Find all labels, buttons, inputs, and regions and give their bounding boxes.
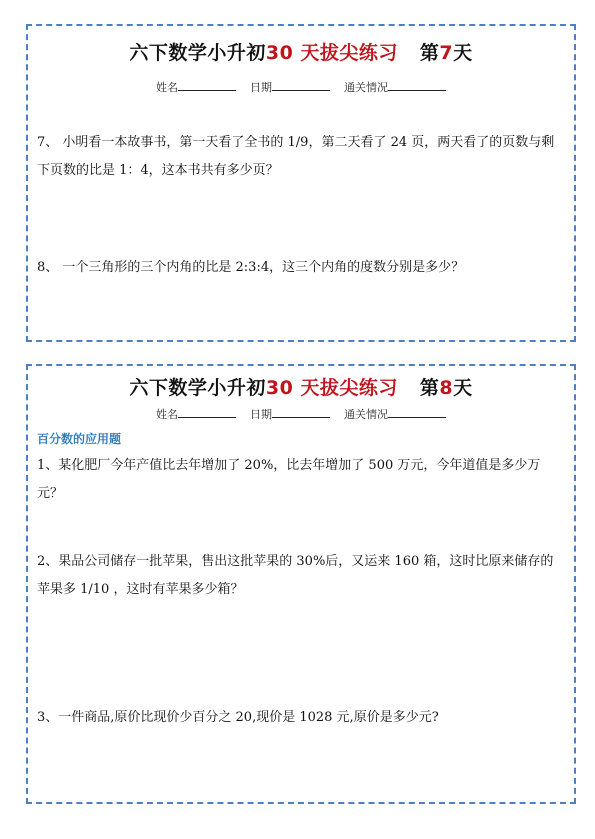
name-label: 姓名 (156, 408, 178, 421)
date-blank[interactable] (272, 406, 330, 418)
name-label: 姓名 (156, 81, 178, 94)
student-info-line (28, 79, 574, 95)
worksheet-day-7 (26, 24, 576, 342)
status-label: 通关情况 (344, 408, 388, 421)
title-day-suffix: 天 (453, 42, 473, 64)
date-label: 日期 (250, 408, 272, 421)
status-blank[interactable] (388, 406, 446, 418)
title-prefix: 六下数学小升初 (129, 42, 266, 64)
title-prefix: 六下数学小升初 (129, 377, 266, 399)
worksheet-title (28, 373, 574, 400)
worksheet-day-8 (26, 364, 576, 804)
question-2: 2、果品公司储存一批苹果，售出这批苹果的 30%后，又运来 160 箱，这时比原来储存的苹果多 1/10 ，这时有苹果多少箱？ (37, 554, 554, 597)
status-label: 通关情况 (344, 81, 388, 94)
question-7: 7、 小明看一本故事书，第一天看了全书的 1/9，第二天看了 24 页，两天看了的页数与剩下页数的比是 1：4，这本书共有多少页？ (37, 135, 555, 178)
title-day-prefix: 第 (419, 42, 440, 64)
title-highlight: 30 天拔尖练习 (265, 42, 398, 64)
title-highlight: 30 天拔尖练习 (265, 377, 398, 399)
question-8: 8、 一个三角形的三个内角的比是 2:3:4，这三个内角的度数分别是多少？ (37, 260, 465, 275)
question-1: 1、某化肥厂今年产值比去年增加了 20%，比去年增加了 500 万元，今年道值是多少万元？ (37, 458, 541, 501)
student-info-line (28, 406, 574, 422)
status-blank[interactable] (388, 79, 446, 91)
section-heading: 百分数的应用题 (37, 432, 122, 446)
title-day-number: 7 (439, 42, 454, 64)
title-day-number: 8 (439, 377, 454, 399)
title-day-prefix: 第 (419, 377, 440, 399)
title-day-suffix: 天 (453, 377, 473, 399)
date-label: 日期 (250, 81, 272, 94)
date-blank[interactable] (272, 79, 330, 91)
worksheet-title (28, 38, 574, 65)
name-blank[interactable] (178, 406, 236, 418)
name-blank[interactable] (178, 79, 236, 91)
question-3: 3、一件商品,原价比现价少百分之 20,现价是 1028 元,原价是多少元? (37, 710, 439, 725)
